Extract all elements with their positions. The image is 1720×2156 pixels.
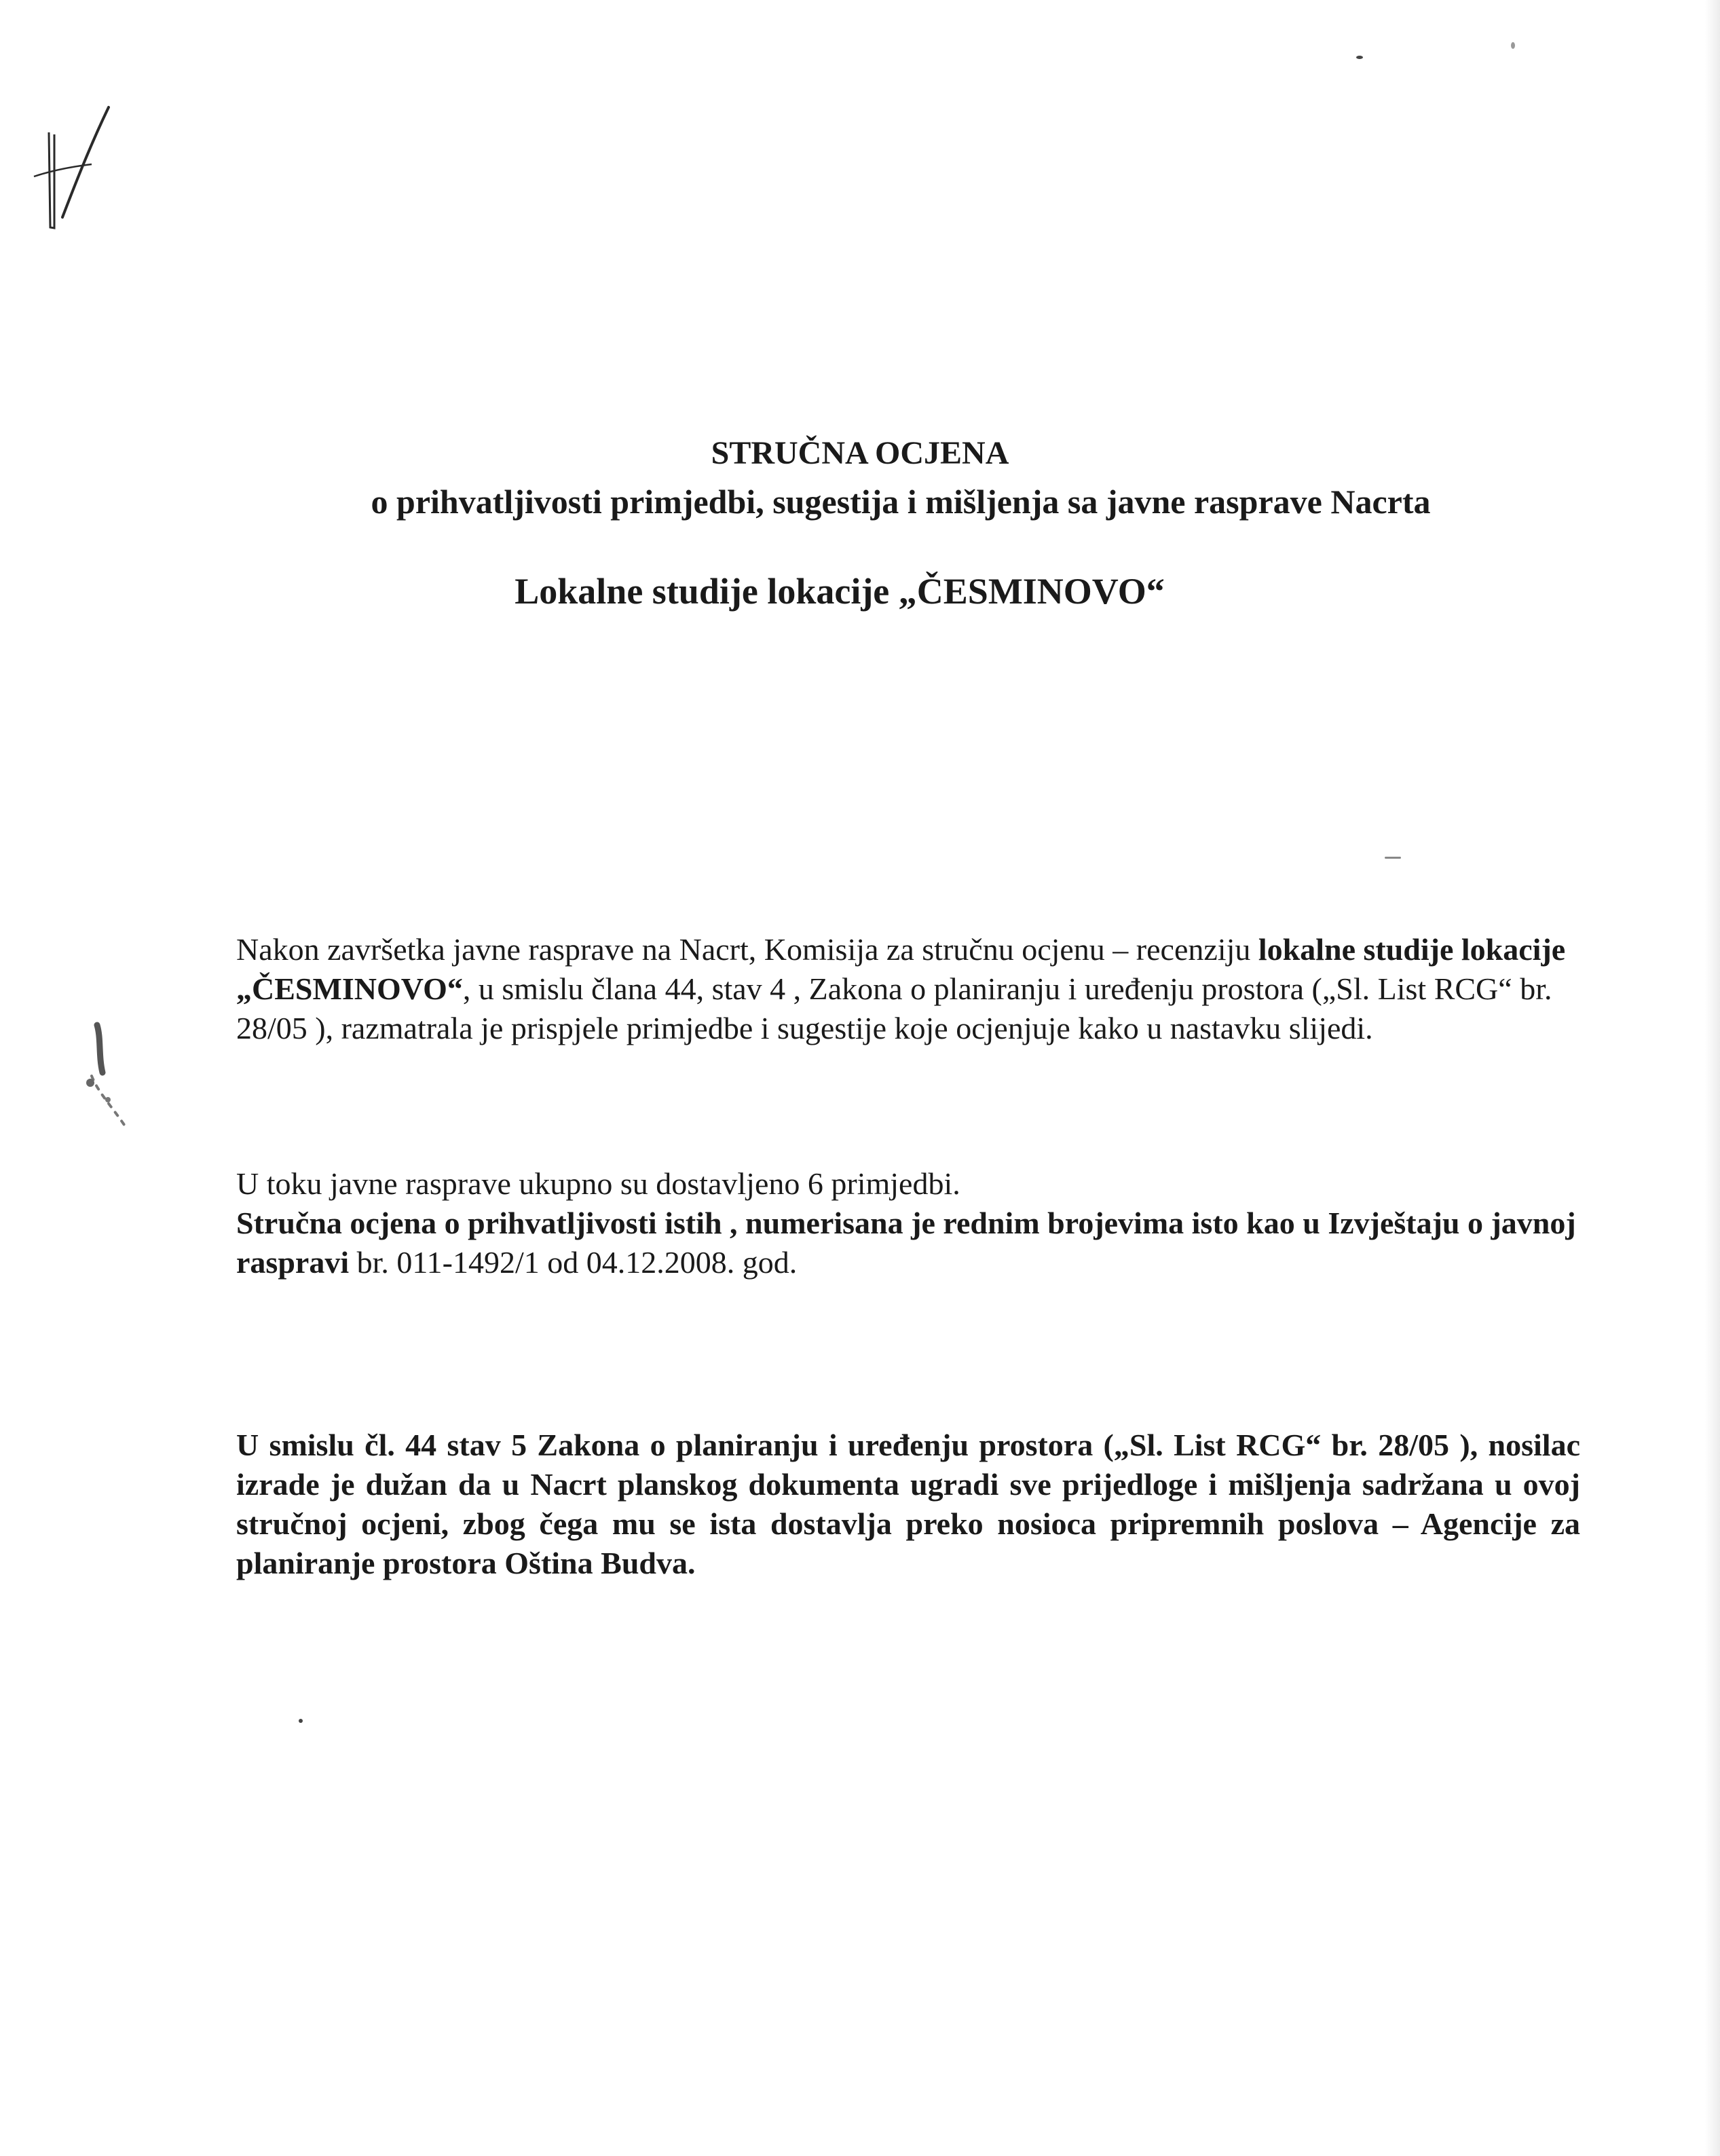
paragraph-intro	[236, 930, 1580, 1048]
document-title: STRUČNA OCJENA	[711, 435, 1009, 471]
dust-speck	[299, 1719, 303, 1723]
document-subject: Lokalne studije lokacije „ČESMINOVO“	[515, 571, 1165, 612]
paragraph-obligation: U smislu čl. 44 stav 5 Zakona o planiranju i uređenju prostora („Sl. List RCG“ br. 28/05 ), nosilac izrade je dužan da u Nacrt planskog dokumenta ugradi sve prijedloge i mišljenja sadržana u ovoj stručnoj ocjeni, zbog čega mu se ista dostavlja preko nosioca pripremnih poslova – Agencije za planiranje prostora Oština Budva.	[236, 1428, 1580, 1580]
dust-speck	[1385, 857, 1401, 859]
paragraph-intro-text-2: , u smislu člana 44, stav 4 , Zakona o planiranju i uređenju prostora („Sl. List RCG“ br. 28/05 ), razmatrala je prispjele primjedbe i sugestije koje ocjenjuje kako u nastavku slijedi.	[236, 971, 1552, 1045]
dust-speck	[1356, 56, 1363, 59]
paragraph-objections	[236, 1164, 1580, 1282]
document-subtitle: o prihvatljivosti primjedbi, sugestija i mišljenja sa javne rasprave Nacrta	[371, 483, 1431, 521]
dust-speck	[1511, 42, 1515, 49]
ink-smudge-icon	[78, 1018, 146, 1140]
handwritten-mark-icon	[27, 102, 115, 238]
paragraph-objections-text-2: br. 011-1492/1 od 04.12.2008. god.	[349, 1245, 798, 1280]
paragraph-objections-line-1: U toku javne rasprave ukupno su dostavljeno 6 primjedbi.	[236, 1166, 960, 1201]
paragraph-intro-bold: lokalne studije lokacije „ČESMINOVO“	[236, 932, 1566, 1006]
paragraph-objections-bold: Stručna ocjena o prihvatljivosti istih , numerisana je rednim brojevima isto kao u Izvještaju o javnoj raspravi	[236, 1206, 1576, 1280]
paragraph-intro-text-1: Nakon završetka javne rasprave na Nacrt, Komisija za stručnu ocjenu – recenziju	[236, 932, 1258, 967]
scan-edge-shadow	[1705, 0, 1720, 2156]
